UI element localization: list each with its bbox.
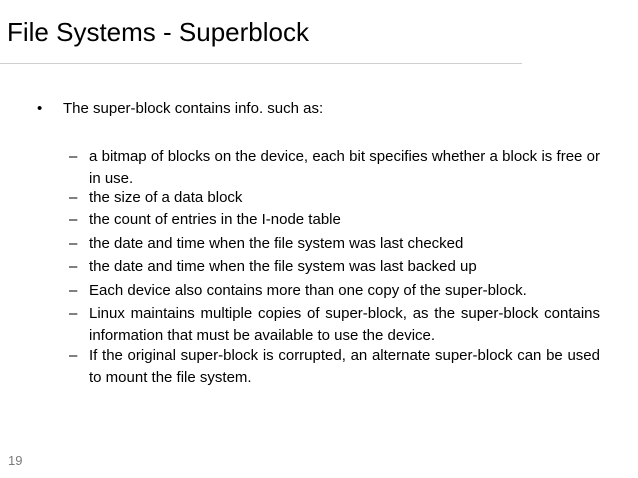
title-divider	[0, 63, 522, 64]
slide-title: File Systems - Superblock	[7, 17, 309, 47]
sub-item	[69, 280, 600, 302]
sub-item-text: If the original super-block is corrupted, an alternate super-block can be used to mount the file system.	[89, 347, 600, 386]
sub-item	[69, 303, 600, 347]
dash-marker: –	[69, 305, 78, 322]
sub-item	[69, 146, 600, 190]
sub-item	[69, 345, 600, 389]
page-number: 19	[8, 453, 23, 468]
dash-marker: –	[69, 258, 78, 275]
sub-item-text: Linux maintains multiple copies of super-block, as the super-block contains information that must be available to use the device.	[89, 305, 600, 344]
sub-item-text: a bitmap of blocks on the device, each bit specifies whether a block is free or in use.	[89, 148, 600, 187]
dash-marker: –	[69, 189, 78, 206]
sub-item-text: the count of entries in the I-node table	[89, 211, 341, 228]
sub-item-text: the date and time when the file system was last backed up	[89, 258, 477, 275]
dash-marker: –	[69, 282, 78, 299]
sub-item-text: the size of a data block	[89, 189, 243, 206]
dash-marker: –	[69, 211, 78, 228]
sub-item-text: the date and time when the file system was last checked	[89, 235, 464, 252]
sub-item	[69, 256, 600, 278]
dash-marker: –	[69, 347, 78, 364]
sub-item-text: Each device also contains more than one copy of the super-block.	[89, 282, 527, 299]
sub-item	[69, 187, 600, 209]
dash-marker: –	[69, 235, 78, 252]
bullet-marker: •	[37, 100, 43, 117]
dash-marker: –	[69, 148, 78, 165]
bullet-text: The super-block contains info. such as:	[63, 100, 324, 117]
sub-item	[69, 233, 600, 255]
sub-item	[69, 209, 600, 231]
